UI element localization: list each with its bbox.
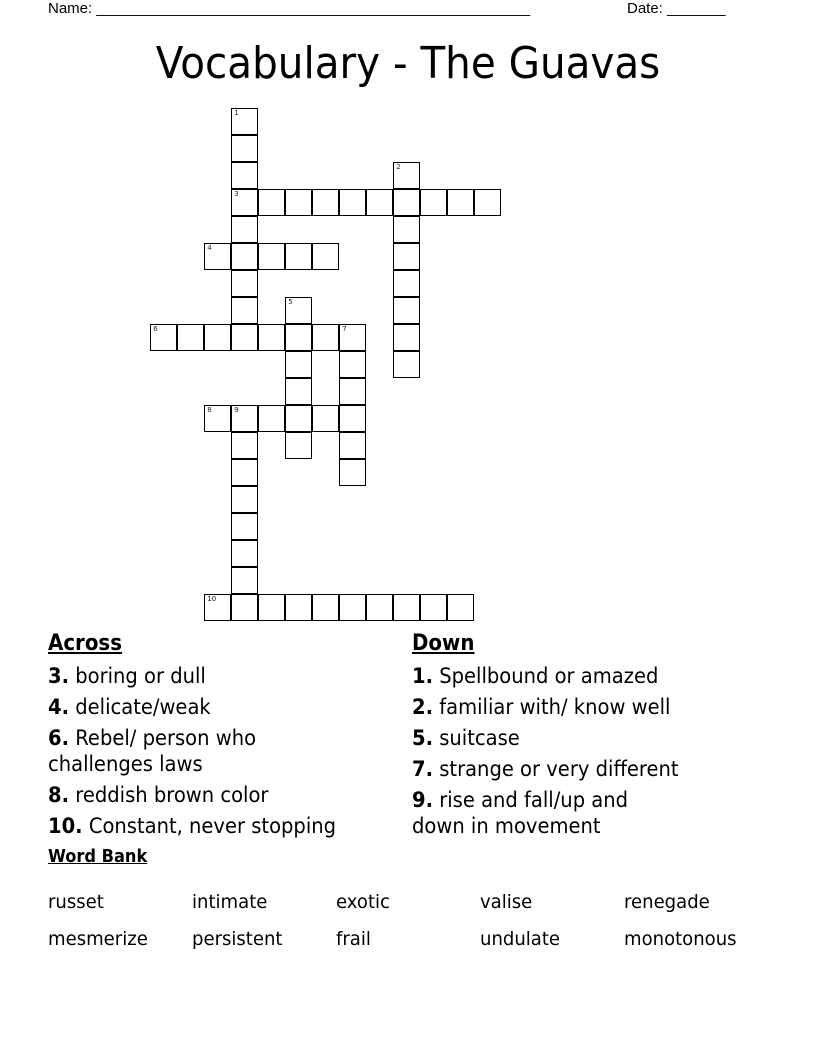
grid-cell[interactable] xyxy=(204,243,231,270)
grid-cell[interactable] xyxy=(312,243,339,270)
word-bank-item: valise xyxy=(480,891,533,913)
grid-cell[interactable] xyxy=(150,324,177,351)
page-title: Vocabulary - The Guavas xyxy=(155,38,661,89)
grid-cell[interactable] xyxy=(258,189,285,216)
across-clue: 10. Constant, never stopping xyxy=(48,814,337,838)
grid-cell[interactable] xyxy=(285,243,312,270)
grid-cell[interactable] xyxy=(285,324,312,351)
grid-cell[interactable] xyxy=(393,324,420,351)
grid-cell[interactable] xyxy=(285,432,312,459)
word-bank-item: frail xyxy=(336,928,371,950)
grid-cell[interactable] xyxy=(285,378,312,405)
grid-cell[interactable] xyxy=(231,486,258,513)
grid-cell[interactable] xyxy=(339,459,366,486)
grid-cell[interactable] xyxy=(393,297,420,324)
across-heading: Across xyxy=(48,631,123,656)
word-bank-item: exotic xyxy=(336,891,390,913)
grid-cell[interactable] xyxy=(285,297,312,324)
grid-cell[interactable] xyxy=(447,594,474,621)
grid-cell[interactable] xyxy=(366,189,393,216)
grid-cell[interactable] xyxy=(231,189,258,216)
grid-cell[interactable] xyxy=(204,405,231,432)
grid-cell[interactable] xyxy=(258,594,285,621)
date-field-label: Date: _______ xyxy=(627,0,726,17)
grid-cell[interactable] xyxy=(312,405,339,432)
word-bank-item: mesmerize xyxy=(48,928,148,950)
grid-cell[interactable] xyxy=(231,513,258,540)
grid-cell[interactable] xyxy=(393,162,420,189)
word-bank-row xyxy=(48,921,768,958)
across-clue: 6. Rebel/ person who challenges laws xyxy=(48,726,257,776)
across-clues xyxy=(48,663,398,844)
grid-cell[interactable] xyxy=(204,324,231,351)
grid-cell[interactable] xyxy=(231,567,258,594)
grid-cell[interactable] xyxy=(231,216,258,243)
word-bank-item: renegade xyxy=(624,891,710,913)
grid-cell[interactable] xyxy=(447,189,474,216)
grid-cell[interactable] xyxy=(258,243,285,270)
grid-cell[interactable] xyxy=(231,108,258,135)
name-field-label: Name: ____________________________________________________ xyxy=(48,0,531,17)
grid-cell[interactable] xyxy=(231,243,258,270)
grid-cell[interactable] xyxy=(339,594,366,621)
grid-cell[interactable] xyxy=(339,351,366,378)
down-clues xyxy=(412,663,772,844)
grid-cell[interactable] xyxy=(231,432,258,459)
clue-number: 1 xyxy=(234,109,239,118)
grid-cell[interactable] xyxy=(393,189,420,216)
grid-cell[interactable] xyxy=(393,216,420,243)
across-clue: 3. boring or dull xyxy=(48,664,206,688)
clue-number: 3 xyxy=(234,190,239,199)
grid-cell[interactable] xyxy=(312,189,339,216)
grid-cell[interactable] xyxy=(231,162,258,189)
clue-number: 9 xyxy=(234,406,239,415)
down-clue: 1. Spellbound or amazed xyxy=(412,664,659,688)
across-clue: 4. delicate/weak xyxy=(48,695,211,719)
word-bank-item: undulate xyxy=(480,928,561,950)
grid-cell[interactable] xyxy=(231,459,258,486)
grid-cell[interactable] xyxy=(231,270,258,297)
grid-cell[interactable] xyxy=(339,324,366,351)
grid-cell[interactable] xyxy=(231,594,258,621)
grid-cell[interactable] xyxy=(258,324,285,351)
grid-cell[interactable] xyxy=(366,594,393,621)
word-bank-item: russet xyxy=(48,891,104,913)
down-heading: Down xyxy=(412,631,475,656)
word-bank-item: monotonous xyxy=(624,928,737,950)
grid-cell[interactable] xyxy=(393,594,420,621)
grid-cell[interactable] xyxy=(204,594,231,621)
grid-cell[interactable] xyxy=(285,594,312,621)
clue-number: 8 xyxy=(207,406,212,415)
grid-cell[interactable] xyxy=(420,189,447,216)
grid-cell[interactable] xyxy=(339,405,366,432)
clue-number: 6 xyxy=(153,325,158,334)
grid-cell[interactable] xyxy=(285,351,312,378)
clue-number: 5 xyxy=(288,298,293,307)
across-clue: 8. reddish brown color xyxy=(48,783,269,807)
grid-cell[interactable] xyxy=(420,594,447,621)
down-clue: 5. suitcase xyxy=(412,726,520,750)
grid-cell[interactable] xyxy=(285,189,312,216)
grid-cell[interactable] xyxy=(339,378,366,405)
grid-cell[interactable] xyxy=(393,351,420,378)
down-clue: 7. strange or very different xyxy=(412,757,679,781)
grid-cell[interactable] xyxy=(312,594,339,621)
grid-cell[interactable] xyxy=(312,324,339,351)
grid-cell[interactable] xyxy=(393,270,420,297)
word-bank-item: persistent xyxy=(192,928,283,950)
clue-number: 10 xyxy=(207,595,217,604)
grid-cell[interactable] xyxy=(177,324,204,351)
grid-cell[interactable] xyxy=(231,324,258,351)
grid-cell[interactable] xyxy=(231,405,258,432)
grid-cell[interactable] xyxy=(393,243,420,270)
down-clue: 9. rise and fall/up and down in movement xyxy=(412,788,629,838)
grid-cell[interactable] xyxy=(339,189,366,216)
word-bank-row xyxy=(48,884,768,921)
clue-number: 2 xyxy=(396,163,401,172)
grid-cell[interactable] xyxy=(285,405,312,432)
grid-cell[interactable] xyxy=(474,189,501,216)
down-clue: 2. familiar with/ know well xyxy=(412,695,671,719)
grid-cell[interactable] xyxy=(231,135,258,162)
grid-cell[interactable] xyxy=(231,540,258,567)
clue-number: 4 xyxy=(207,244,212,253)
word-bank xyxy=(48,884,768,958)
grid-cell[interactable] xyxy=(258,405,285,432)
grid-cell[interactable] xyxy=(339,432,366,459)
clue-number: 7 xyxy=(342,325,347,334)
word-bank-item: intimate xyxy=(192,891,268,913)
word-bank-heading: Word Bank xyxy=(48,846,148,867)
grid-cell[interactable] xyxy=(231,297,258,324)
